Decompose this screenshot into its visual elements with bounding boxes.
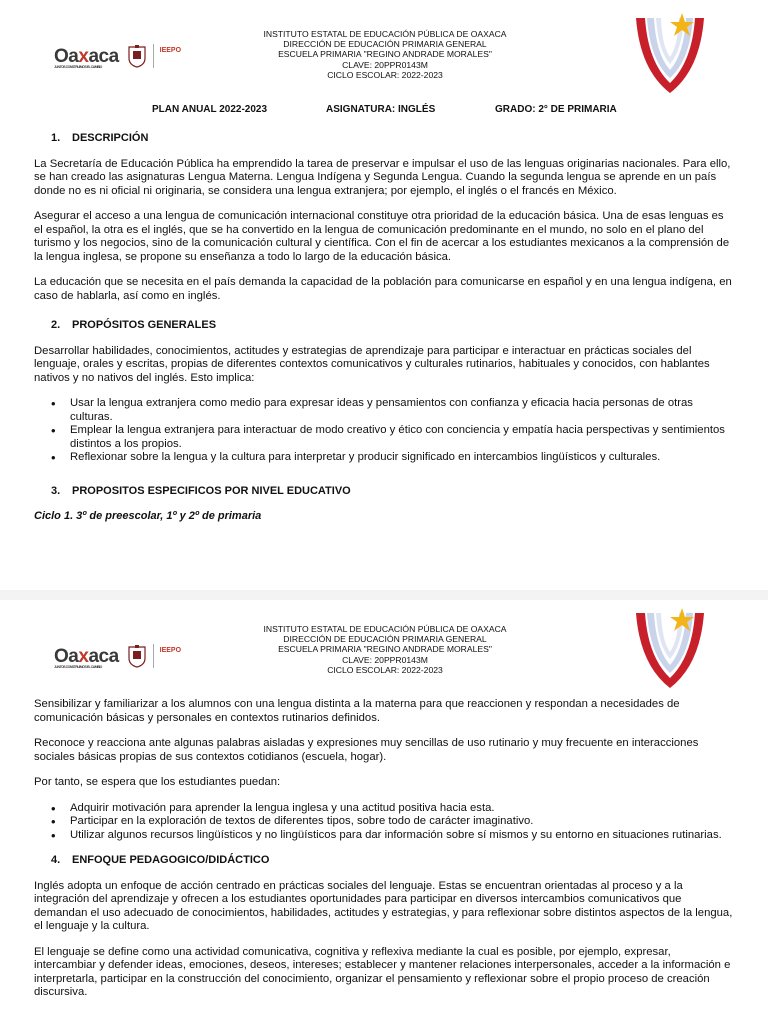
list-item: • Reflexionar sobre la lengua y la cultura para interpretar y producir significado en intercambios lingüísticos y culturales. <box>70 451 734 465</box>
list-item: • Usar la lengua extranjera como medio para expresar ideas y pensamientos con confianza y eficacia hacia personas de otras culturas. <box>70 397 734 424</box>
section-1-paragraph-2: Asegurar el acceso a una lengua de comunicación internacional constituye otra prioridad de la educación básica. Una de esas lenguas es el español, la otra es el inglés, que se ha convertido en la lengua de comunicación predominante en el mundo, no solo en el plano del turismo y los negocios, sino de la comunicación cultural y científica. Con el fin de acercar a los estudiantes mexicanos a la comprensión de la lengua inglesa, se propone su enseñanza a todo lo largo de la educación básica. <box>34 210 730 263</box>
plan-subject: ASIGNATURA: INGLÉS <box>326 104 436 115</box>
section-1-paragraph-3: La educación que se necesita en el país demanda la capacidad de la población para comunicarse en español y en una lengua indígena, en caso de hablarla, así como en inglés. <box>34 276 732 302</box>
section-4-paragraph-1: Inglés adopta un enfoque de acción centrado en prácticas sociales del lenguaje. Estas se encuentran orientadas al proceso y a la integración del aprendizaje y ofrecen a los estudiantes oportunidades para participar en diversos intercambios comunicativos que demandan el uso adecuado de conocimientos, habilidades, actitudes y estrategias, y para reflexionar sobre distintos aspectos de la lengua, el lenguaje y la cultura. <box>34 879 733 932</box>
institution-header: INSTITUTO ESTATAL DE EDUCACIÓN PÚBLICA DE OAXACA DIRECCIÓN DE EDUCACIÓN PRIMARIA GENERAL ESCUELA PRIMARIA "REGINO ANDRADE MORALES" CLAVE: 20PPR0143M CICLO ESCOLAR: 2022-2023 <box>263 29 507 80</box>
cycle-heading: Ciclo 1. 3º de preescolar, 1º y 2º de primaria <box>34 510 262 522</box>
list-item: • Adquirir motivación para aprender la lengua inglesa y una actitud positiva hacia esta. <box>70 802 734 816</box>
section-4-paragraph-2: El lenguaje se define como una actividad comunicativa, cognitiva y reflexiva mediante la cual es posible, por ejemplo, expresar, intercambiar y defender ideas, emociones, deseos, intereses; establecer y mantener relaciones interpersonales, acceder a la información e interpretarla, participar en la construcción del conocimiento, organizar el pensamiento y reflexionar sobre el propio proceso de creación discursiva. <box>34 945 731 998</box>
section-1-title: 1. DESCRIPCIÓN <box>51 132 149 144</box>
section-2-title: 2. PROPÓSITOS GENERALES <box>51 319 217 331</box>
list-item: • Utilizar algunos recursos lingüísticos y no lingüísticos para dar información sobre sí mismos y su entorno en situaciones rutinarias. <box>70 829 734 843</box>
institution-emblem-icon <box>630 10 710 95</box>
document-page-2 <box>0 600 768 1024</box>
header-logos <box>54 44 190 68</box>
section-2-paragraph: Desarrollar habilidades, conocimientos, actitudes y estrategias de aprendizaje para participar e interactuar en prácticas sociales del lenguaje, orales y escritas, propias de diferentes contextos comunicativos y culturales rutinarios, habituales y conocidos, con hablantes nativos y no nativos del inglés. Esto implica: <box>34 344 710 384</box>
page-2-content <box>34 698 734 1012</box>
cycle-paragraph-1: Sensibilizar y familiarizar a los alumnos con una lengua distinta a la materna para que reaccionen y respondan a necesidades de comunicación básicas y personales en contextos rutinarios definidos. <box>34 698 680 724</box>
header-logos <box>54 644 190 668</box>
institution-emblem-icon <box>630 605 710 690</box>
page-1-content <box>34 132 734 524</box>
section-2-bullet-list <box>34 397 734 465</box>
section-1-paragraph-1: La Secretaría de Educación Pública ha emprendido la tarea de preservar e impulsar el uso de las lenguas originarias nacionales. Para ello, se han creado las asignaturas Lengua Materna. Lengua Indígena y Segunda Lengua. Cuando la segunda lengua se aprende en un país donde no es ni oficial ni originaria, se considera una lengua extranjera; por ejemplo, el inglés o el francés en México. <box>34 157 731 197</box>
oaxaca-logo: Oaxaca JUNTOS CONSTRUIMOS EL CAMBIO <box>54 45 119 69</box>
plan-year: PLAN ANUAL 2022-2023 <box>152 104 268 115</box>
oaxaca-logo: Oaxaca JUNTOS CONSTRUIMOS EL CAMBIO <box>54 645 119 669</box>
ieepo-logo: IEEPO <box>153 644 190 668</box>
cycle-bullet-list <box>34 802 734 843</box>
section-3-title: 3. PROPOSITOS ESPECIFICOS POR NIVEL EDUCATIVO <box>51 484 351 497</box>
institution-header: INSTITUTO ESTATAL DE EDUCACIÓN PÚBLICA DE OAXACA DIRECCIÓN DE EDUCACIÓN PRIMARIA GENERAL ESCUELA PRIMARIA "REGINO ANDRADE MORALES" CLAVE: 20PPR0143M CICLO ESCOLAR: 2022-2023 <box>263 624 507 675</box>
list-item: • Participar en la exploración de textos de diferentes tipos, sobre todo de carácter imaginativo. <box>70 815 734 829</box>
plan-grade: GRADO: 2° DE PRIMARIA <box>495 104 617 115</box>
cycle-paragraph-3: Por tanto, se espera que los estudiantes puedan: <box>34 776 281 788</box>
state-seal-icon <box>127 644 147 668</box>
section-4-title: 4. ENFOQUE PEDAGOGICO/DIDÁCTICO <box>51 854 270 866</box>
state-seal-icon <box>127 44 147 68</box>
list-item: • Emplear la lengua extranjera para interactuar de modo creativo y ético con conciencia y empatía hacia perspectivas y sentimientos distintos a los propios. <box>70 424 734 451</box>
cycle-paragraph-2: Reconoce y reacciona ante algunas palabras aisladas y expresiones muy sencillas de uso rutinario y muy frecuente en interacciones sociales básicas propias de sus contextos cotidianos (escuela, hogar). <box>34 737 699 763</box>
ieepo-logo: IEEPO <box>153 44 190 68</box>
